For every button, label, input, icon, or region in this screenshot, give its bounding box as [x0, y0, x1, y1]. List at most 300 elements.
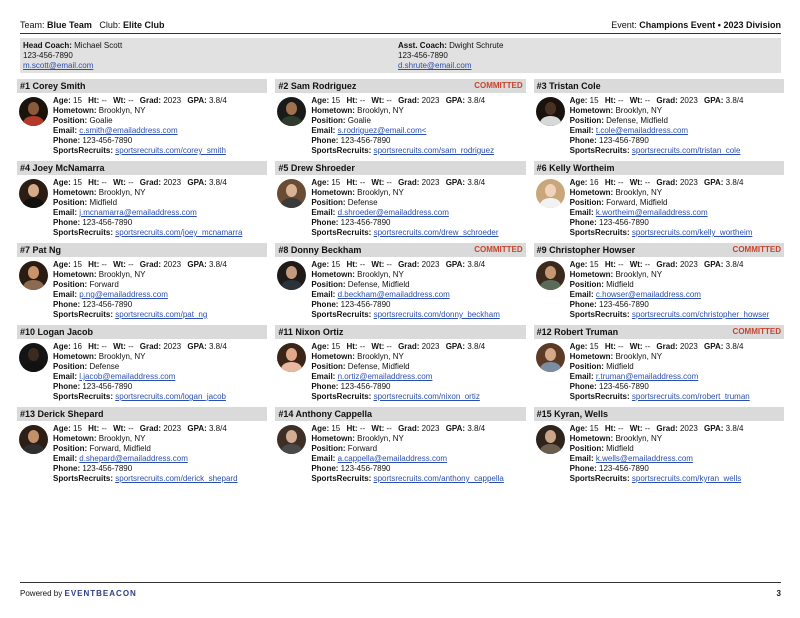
sr-line	[53, 310, 267, 320]
phone-line	[570, 218, 784, 228]
email-link[interactable]: t.cole@emailaddress.com	[595, 126, 689, 135]
stats-line	[311, 178, 525, 188]
club-name: Elite Club	[122, 20, 165, 30]
hometown-value: Brooklyn, NY	[615, 188, 663, 197]
age-value: 15	[589, 96, 599, 105]
email-label: Email:	[53, 290, 78, 299]
player-info	[311, 178, 525, 238]
age-value: 15	[589, 260, 599, 269]
age-value: 15	[589, 342, 599, 351]
email-link[interactable]: l.jacob@emailaddress.com	[79, 372, 176, 381]
email-label: Email:	[311, 454, 336, 463]
head-coach-phone: 123-456-7890	[23, 51, 73, 60]
player-name: #3 Tristan Cole	[536, 81, 601, 91]
gpa-label: GPA:	[187, 342, 207, 351]
sr-label: SportsRecruits:	[53, 228, 114, 237]
player-card	[534, 243, 784, 320]
phone-label: Phone:	[311, 136, 339, 145]
position-line	[311, 362, 525, 372]
hometown-line	[570, 270, 784, 280]
player-card-body	[275, 421, 525, 484]
grad-value: 2023	[679, 342, 698, 351]
email-line	[311, 208, 525, 218]
avatar-shoulders	[23, 362, 44, 372]
gpa-label: GPA:	[187, 178, 207, 187]
ht-label: Ht:	[88, 96, 100, 105]
phone-line	[311, 300, 525, 310]
avatar-shoulders	[23, 444, 44, 454]
player-name: #6 Kelly Wortheim	[536, 163, 615, 173]
ht-value: --	[101, 342, 107, 351]
position-value: Midfield	[606, 444, 634, 453]
phone-label: Phone:	[569, 300, 597, 309]
position-label: Position:	[53, 198, 88, 207]
player-info	[311, 424, 525, 484]
avatar	[277, 261, 306, 290]
phone-line	[53, 136, 267, 146]
position-line	[53, 198, 267, 208]
wt-label: Wt:	[113, 260, 126, 269]
age-label: Age:	[53, 424, 71, 433]
email-label: Email:	[569, 126, 594, 135]
email-link[interactable]: k.wortheim@emailaddress.com	[595, 208, 708, 217]
phone-value: 123-456-7890	[599, 464, 649, 473]
phone-label: Phone:	[311, 218, 339, 227]
sr-label: SportsRecruits:	[569, 310, 630, 319]
position-line	[311, 116, 525, 126]
sr-line	[311, 228, 525, 238]
wt-value: --	[644, 424, 651, 433]
sr-line	[570, 228, 784, 238]
hometown-label: Hometown:	[311, 434, 355, 443]
sr-link[interactable]: sportsrecruits.com/kelly_wortheim	[631, 228, 753, 237]
sr-label: SportsRecruits:	[311, 228, 372, 237]
age-label: Age:	[311, 96, 330, 105]
phone-value: 123-456-7890	[82, 218, 133, 227]
player-card	[17, 325, 267, 402]
sr-link[interactable]: sportsrecruits.com/anthony_cappella	[373, 474, 504, 483]
gpa-value: 3.8/4	[725, 96, 744, 105]
player-info	[53, 260, 267, 320]
grad-value: 2023	[421, 260, 440, 269]
player-row	[17, 243, 784, 320]
player-card	[534, 161, 784, 238]
ht-value: --	[359, 424, 366, 433]
wt-label: Wt:	[629, 260, 643, 269]
email-label: Email:	[53, 454, 78, 463]
player-info	[53, 178, 267, 238]
player-card-header	[17, 161, 267, 175]
gpa-label: GPA:	[704, 342, 724, 351]
sr-link[interactable]: sportsrecruits.com/pat_ng	[115, 310, 208, 319]
head-coach-email-link[interactable]: m.scott@email.com	[23, 61, 94, 70]
phone-line	[53, 382, 267, 392]
gpa-value: 3.8/4	[725, 424, 744, 433]
avatar-shoulders	[540, 280, 561, 290]
hometown-line	[53, 434, 267, 444]
sr-link[interactable]: sportsrecruits.com/nixon_ortiz	[373, 392, 480, 401]
hometown-label: Hometown:	[569, 106, 614, 115]
sr-label: SportsRecruits:	[569, 474, 630, 483]
page-footer	[20, 582, 781, 598]
email-link[interactable]: a.cappella@emailaddress.com	[337, 454, 448, 463]
sr-line	[311, 474, 525, 484]
team-club-info	[20, 20, 164, 30]
ht-value: --	[618, 260, 624, 269]
hometown-value: Brooklyn, NY	[357, 434, 404, 443]
email-link[interactable]: p.ng@emailaddress.com	[79, 290, 168, 299]
player-card-header	[275, 407, 525, 421]
grad-label: Grad:	[398, 96, 420, 105]
committed-badge: COMMITTED	[732, 327, 781, 336]
position-value: Defense, Midfield	[347, 362, 410, 371]
email-label: Email:	[53, 208, 78, 217]
position-value: Forward	[347, 444, 378, 453]
sr-line	[53, 228, 267, 238]
email-link[interactable]: d.shroeder@emailaddress.com	[337, 208, 449, 217]
email-label: Email:	[53, 372, 78, 381]
position-label: Position:	[53, 280, 88, 289]
phone-label: Phone:	[311, 382, 339, 391]
email-line	[311, 454, 525, 464]
player-name: #4 Joey McNamarra	[20, 163, 105, 173]
wt-value: --	[386, 96, 392, 105]
avatar-face	[28, 266, 39, 279]
email-line	[53, 454, 267, 464]
grad-value: 2023	[163, 260, 182, 269]
player-info	[311, 342, 525, 402]
email-link[interactable]: r.truman@emailaddress.com	[595, 372, 699, 381]
stats-line	[53, 96, 267, 106]
avatar	[19, 179, 48, 208]
event-info	[611, 20, 781, 30]
avatar-shoulders	[23, 116, 44, 126]
gpa-label: GPA:	[704, 260, 724, 269]
committed-badge: COMMITTED	[474, 245, 523, 254]
player-card	[275, 325, 525, 402]
player-row	[17, 79, 784, 156]
player-card-body	[17, 257, 267, 320]
player-card-body	[534, 175, 784, 238]
player-card-header	[275, 79, 525, 93]
avatar-face	[28, 430, 39, 443]
email-label: Email:	[569, 454, 594, 463]
gpa-value: 3.8/4	[209, 178, 227, 187]
hometown-line	[311, 106, 525, 116]
grad-label: Grad:	[139, 178, 162, 187]
ht-label: Ht:	[604, 424, 616, 433]
wt-value: --	[644, 342, 651, 351]
email-label: Email:	[569, 372, 594, 381]
avatar-shoulders	[23, 280, 44, 290]
hometown-value: Brooklyn, NY	[357, 352, 404, 361]
hometown-label: Hometown:	[53, 352, 97, 361]
stats-line	[570, 260, 784, 270]
player-name: #10 Logan Jacob	[20, 327, 94, 337]
phone-value: 123-456-7890	[82, 300, 133, 309]
player-row	[17, 407, 784, 484]
sr-line	[311, 392, 525, 402]
gpa-label: GPA:	[187, 96, 207, 105]
position-line	[570, 280, 784, 290]
player-name: #1 Corey Smith	[20, 81, 86, 91]
email-link[interactable]: c.smith@emailaddress.com	[79, 126, 178, 135]
player-card	[275, 243, 525, 320]
email-line	[311, 126, 525, 136]
avatar	[277, 97, 306, 126]
phone-label: Phone:	[569, 382, 597, 391]
sr-line	[53, 474, 267, 484]
sr-label: SportsRecruits:	[569, 228, 630, 237]
phone-line	[311, 136, 525, 146]
hometown-line	[53, 352, 267, 362]
wt-label: Wt:	[113, 96, 126, 105]
sr-link[interactable]: sportsrecruits.com/tristan_cole	[631, 146, 741, 155]
email-link[interactable]: d.shepard@emailaddress.com	[79, 454, 188, 463]
position-value: Goalie	[347, 116, 371, 125]
player-row	[17, 325, 784, 402]
ht-value: --	[359, 178, 366, 187]
head-coach	[23, 41, 122, 71]
committed-badge: COMMITTED	[732, 245, 781, 254]
player-card	[275, 161, 525, 238]
email-link[interactable]: s.rodriguez@email.com<	[337, 126, 427, 135]
hometown-value: Brooklyn, NY	[615, 434, 663, 443]
sr-link[interactable]: sportsrecruits.com/joey_mcnamarra	[115, 228, 243, 237]
position-label: Position:	[311, 280, 346, 289]
avatar-face	[545, 102, 556, 115]
position-label: Position:	[311, 116, 346, 125]
sr-link[interactable]: sportsrecruits.com/robert_truman	[631, 392, 750, 401]
player-card-header	[17, 325, 267, 339]
position-value: Forward, Midfield	[89, 444, 151, 453]
grad-value: 2023	[163, 342, 182, 351]
team-label: Team:	[20, 20, 45, 30]
player-card	[275, 79, 525, 156]
player-name: #15 Kyran, Wells	[536, 409, 609, 419]
player-info	[53, 342, 267, 402]
avatar	[536, 261, 565, 290]
player-card-body	[275, 339, 525, 402]
player-card-header	[534, 79, 784, 93]
sr-link[interactable]: sportsrecruits.com/donny_beckham	[373, 310, 500, 319]
avatar	[277, 179, 306, 208]
age-label: Age:	[569, 96, 588, 105]
wt-value: --	[128, 178, 134, 187]
sr-line	[570, 310, 784, 320]
ht-label: Ht:	[88, 178, 100, 187]
sr-link[interactable]: sportsrecruits.com/corey_smith	[115, 146, 226, 155]
age-label: Age:	[311, 260, 330, 269]
gpa-value: 3.8/4	[467, 96, 486, 105]
ht-label: Ht:	[604, 96, 616, 105]
avatar	[277, 343, 306, 372]
phone-line	[311, 218, 525, 228]
player-card-header	[534, 243, 784, 257]
hometown-label: Hometown:	[311, 270, 355, 279]
sr-label: SportsRecruits:	[311, 310, 372, 319]
sr-link[interactable]: sportsrecruits.com/logan_jacob	[115, 392, 226, 401]
gpa-value: 3.8/4	[725, 178, 744, 187]
hometown-value: Brooklyn, NY	[615, 352, 663, 361]
position-line	[311, 280, 525, 290]
sr-link[interactable]: sportsrecruits.com/derick_shepard	[115, 474, 238, 483]
hometown-line	[570, 434, 784, 444]
stats-line	[53, 342, 267, 352]
age-label: Age:	[53, 96, 71, 105]
email-link[interactable]: n.ortiz@emailaddress.com	[337, 372, 433, 381]
position-line	[570, 198, 784, 208]
age-label: Age:	[53, 178, 71, 187]
phone-line	[570, 464, 784, 474]
email-link[interactable]: d.beckham@emailaddress.com	[337, 290, 450, 299]
team-name: Blue Team	[47, 20, 92, 30]
age-label: Age:	[311, 424, 330, 433]
club-label: Club:	[99, 20, 121, 30]
player-name: #8 Donny Beckham	[278, 245, 362, 255]
sr-label: SportsRecruits:	[311, 474, 372, 483]
phone-value: 123-456-7890	[82, 136, 133, 145]
email-label: Email:	[53, 126, 78, 135]
powered-by-label: Powered by	[20, 589, 63, 598]
hometown-label: Hometown:	[569, 270, 614, 279]
sr-link[interactable]: sportsrecruits.com/drew_schroeder	[373, 228, 499, 237]
stats-line	[570, 424, 784, 434]
age-label: Age:	[311, 178, 330, 187]
grad-label: Grad:	[139, 424, 162, 433]
wt-label: Wt:	[629, 178, 643, 187]
avatar-face	[286, 266, 297, 279]
wt-value: --	[386, 260, 392, 269]
sr-line	[570, 392, 784, 402]
phone-value: 123-456-7890	[340, 136, 391, 145]
player-card-body	[534, 93, 784, 156]
sr-line	[570, 474, 784, 484]
sr-link[interactable]: sportsrecruits.com/christopher_howser	[631, 310, 770, 319]
sr-line	[53, 392, 267, 402]
hometown-label: Hometown:	[53, 434, 97, 443]
player-card	[17, 243, 267, 320]
grad-value: 2023	[163, 96, 182, 105]
avatar	[277, 425, 306, 454]
ht-value: --	[101, 96, 107, 105]
sr-label: SportsRecruits:	[53, 146, 114, 155]
phone-line	[53, 218, 267, 228]
phone-label: Phone:	[569, 464, 597, 473]
avatar-face	[286, 430, 297, 443]
age-value: 15	[73, 178, 82, 187]
position-line	[311, 444, 525, 454]
player-info	[53, 96, 267, 156]
asst-coach-label: Asst. Coach:	[398, 41, 447, 50]
phone-line	[570, 300, 784, 310]
avatar-face	[28, 102, 39, 115]
committed-badge: COMMITTED	[474, 81, 523, 90]
avatar	[19, 425, 48, 454]
phone-value: 123-456-7890	[340, 464, 391, 473]
sr-label: SportsRecruits:	[53, 392, 114, 401]
player-card	[275, 407, 525, 484]
player-card	[534, 325, 784, 402]
gpa-label: GPA:	[704, 178, 724, 187]
phone-line	[570, 382, 784, 392]
wt-value: --	[644, 260, 651, 269]
email-line	[311, 290, 525, 300]
hometown-line	[311, 270, 525, 280]
ht-value: --	[101, 260, 107, 269]
email-link[interactable]: j.mcnamarra@emailaddress.com	[79, 208, 197, 217]
gpa-value: 3.8/4	[467, 260, 486, 269]
phone-value: 123-456-7890	[340, 300, 391, 309]
gpa-label: GPA:	[187, 260, 207, 269]
gpa-label: GPA:	[704, 96, 724, 105]
gpa-label: GPA:	[445, 424, 466, 433]
email-link[interactable]: k.wells@emailaddress.com	[595, 454, 693, 463]
age-label: Age:	[53, 342, 71, 351]
grad-label: Grad:	[656, 96, 678, 105]
sr-link[interactable]: sportsrecruits.com/kyran_wells	[631, 474, 742, 483]
wt-value: --	[644, 178, 651, 187]
avatar-shoulders	[281, 116, 302, 126]
wt-value: --	[128, 424, 134, 433]
gpa-value: 3.8/4	[725, 260, 744, 269]
grad-label: Grad:	[656, 178, 678, 187]
age-label: Age:	[569, 342, 588, 351]
age-label: Age:	[53, 260, 71, 269]
player-card	[17, 79, 267, 156]
player-card	[534, 79, 784, 156]
player-info	[570, 342, 784, 402]
event-label: Event:	[611, 20, 637, 30]
sr-link[interactable]: sportsrecruits.com/sam_rodriguez	[373, 146, 495, 155]
avatar-face	[286, 184, 297, 197]
avatar-face	[545, 266, 556, 279]
player-card-body	[534, 257, 784, 320]
age-value: 15	[331, 178, 341, 187]
position-label: Position:	[569, 116, 604, 125]
avatar-shoulders	[23, 198, 44, 208]
asst-coach-email-link[interactable]: d.shrute@email.com	[398, 61, 472, 70]
position-line	[53, 280, 267, 290]
player-card	[17, 161, 267, 238]
avatar	[536, 425, 565, 454]
wt-value: --	[128, 342, 134, 351]
email-link[interactable]: c.howser@emailaddress.com	[595, 290, 701, 299]
hometown-label: Hometown:	[311, 352, 355, 361]
avatar-shoulders	[540, 116, 561, 126]
stats-line	[570, 96, 784, 106]
grad-label: Grad:	[139, 96, 162, 105]
player-name: #5 Drew Shroeder	[278, 163, 355, 173]
position-value: Midfield	[606, 362, 634, 371]
phone-line	[311, 382, 525, 392]
position-label: Position:	[53, 116, 88, 125]
sr-line	[570, 146, 784, 156]
player-card-header	[275, 325, 525, 339]
phone-line	[570, 136, 784, 146]
ht-label: Ht:	[604, 178, 616, 187]
email-line	[570, 126, 784, 136]
grad-value: 2023	[679, 178, 698, 187]
stats-line	[311, 424, 525, 434]
age-value: 15	[73, 96, 82, 105]
avatar-shoulders	[281, 280, 302, 290]
player-info	[570, 260, 784, 320]
sr-line	[53, 146, 267, 156]
phone-label: Phone:	[569, 218, 597, 227]
player-info	[311, 260, 525, 320]
hometown-value: Brooklyn, NY	[98, 106, 146, 115]
